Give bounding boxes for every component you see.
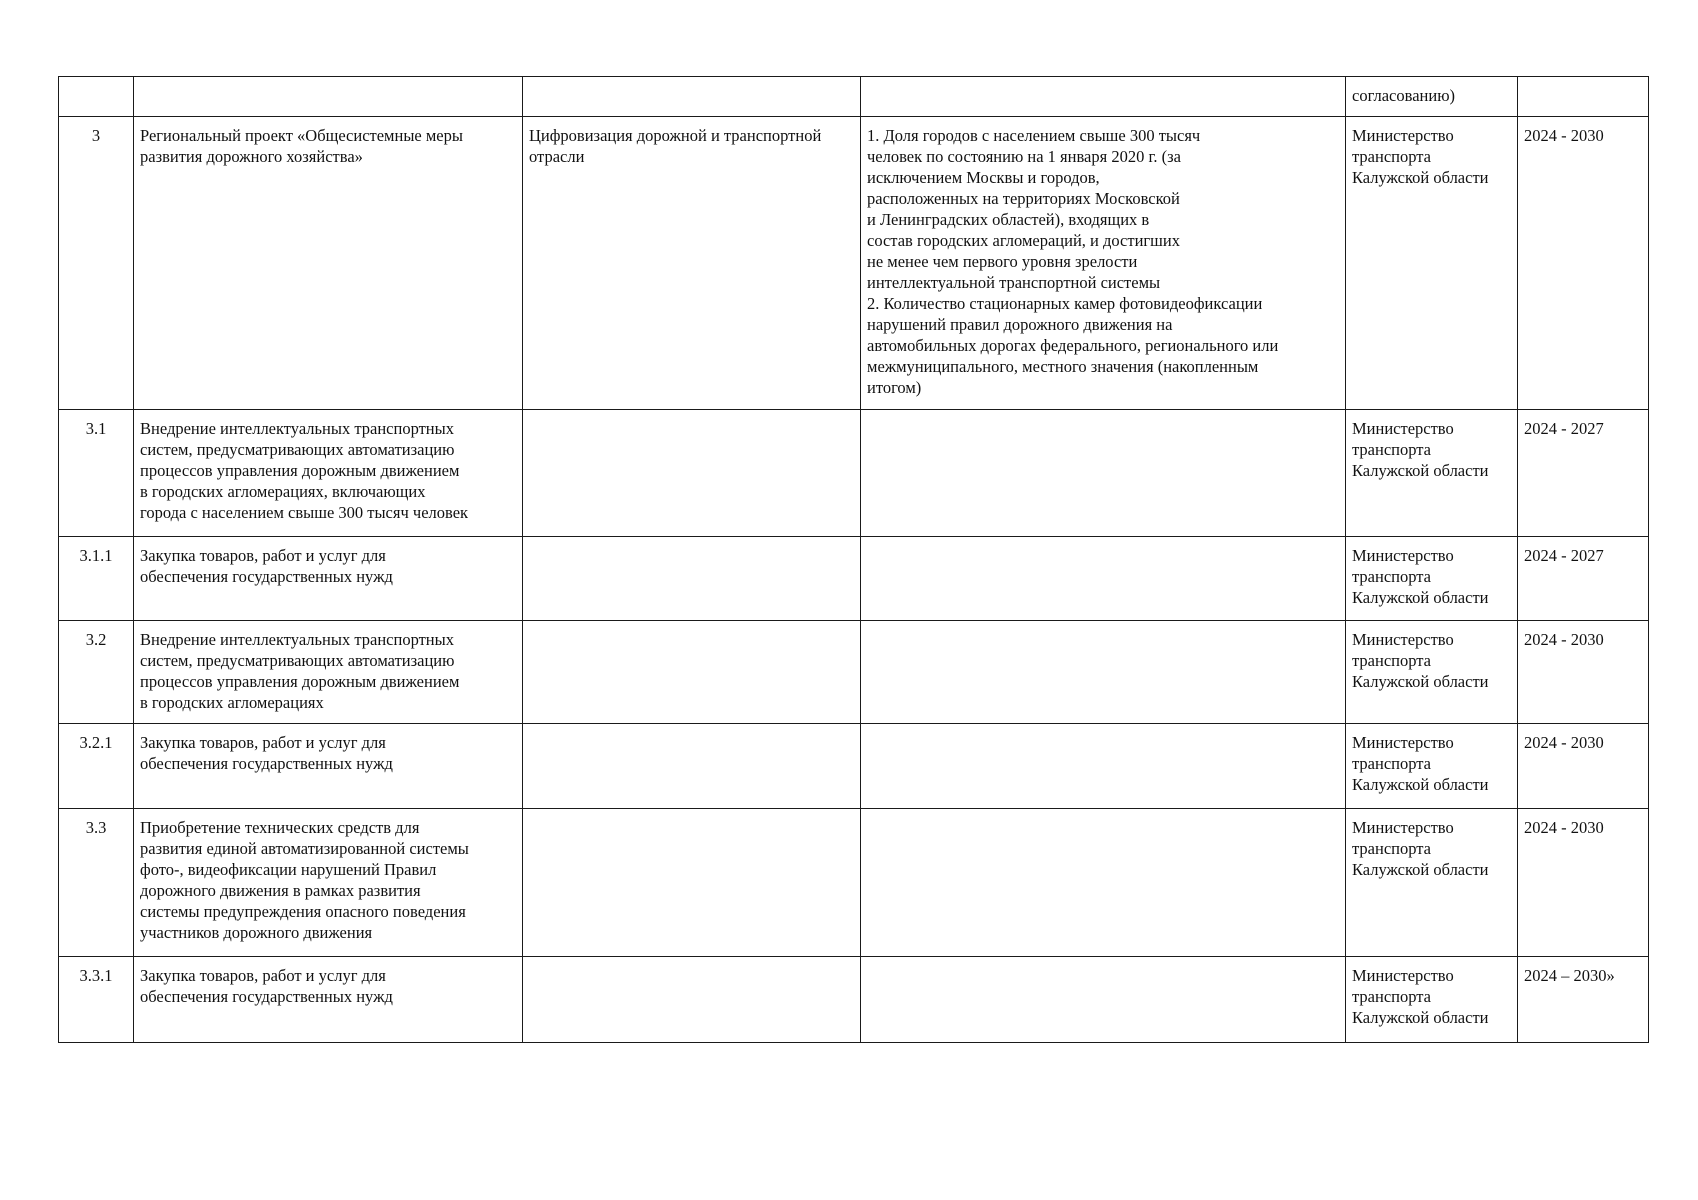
activity-cell: Закупка товаров, работ и услуг для обеспечения государственных нужд bbox=[134, 537, 523, 621]
task-cell bbox=[523, 957, 861, 1043]
period-cell: 2024 - 2027 bbox=[1518, 410, 1649, 537]
table-row bbox=[59, 537, 1649, 621]
activity-cell: Внедрение интеллектуальных транспортных систем, предусматривающих автоматизацию процессов управления дорожным движением в городских агломерациях, включающих города с населением свыше 300 тысяч человек bbox=[134, 410, 523, 537]
task-cell bbox=[523, 724, 861, 809]
task-cell bbox=[523, 621, 861, 724]
activity-cell: Региональный проект «Общесистемные меры развития дорожного хозяйства» bbox=[134, 117, 523, 410]
task-cell: Цифровизация дорожной и транспортной отрасли bbox=[523, 117, 861, 410]
period-cell: 2024 - 2030 bbox=[1518, 809, 1649, 957]
period-cell: 2024 - 2030 bbox=[1518, 117, 1649, 410]
period-cell: 2024 - 2030 bbox=[1518, 621, 1649, 724]
period-cell: 2024 – 2030» bbox=[1518, 957, 1649, 1043]
period-cell: 2024 - 2030 bbox=[1518, 724, 1649, 809]
row-number: 3 bbox=[59, 117, 134, 410]
task-cell bbox=[523, 77, 861, 117]
row-number: 3.1.1 bbox=[59, 537, 134, 621]
task-cell bbox=[523, 809, 861, 957]
table-row bbox=[59, 724, 1649, 809]
row-number: 3.1 bbox=[59, 410, 134, 537]
period-cell bbox=[1518, 77, 1649, 117]
indicator-cell bbox=[861, 410, 1346, 537]
activity-cell bbox=[134, 77, 523, 117]
activity-cell: Закупка товаров, работ и услуг для обеспечения государственных нужд bbox=[134, 724, 523, 809]
table-row bbox=[59, 117, 1649, 410]
table-row bbox=[59, 621, 1649, 724]
activity-cell: Закупка товаров, работ и услуг для обеспечения государственных нужд bbox=[134, 957, 523, 1043]
document-page bbox=[58, 76, 1648, 1043]
row-number bbox=[59, 77, 134, 117]
period-cell: 2024 - 2027 bbox=[1518, 537, 1649, 621]
indicator-cell bbox=[861, 77, 1346, 117]
activity-cell: Внедрение интеллектуальных транспортных систем, предусматривающих автоматизацию процессов управления дорожным движением в городских агломерациях bbox=[134, 621, 523, 724]
executor-cell: Министерство транспорта Калужской области bbox=[1346, 537, 1518, 621]
row-number: 3.2 bbox=[59, 621, 134, 724]
indicator-cell bbox=[861, 809, 1346, 957]
indicator-cell bbox=[861, 621, 1346, 724]
executor-cell: Министерство транспорта Калужской области bbox=[1346, 621, 1518, 724]
executor-cell: Министерство транспорта Калужской области bbox=[1346, 957, 1518, 1043]
indicator-cell bbox=[861, 957, 1346, 1043]
task-cell bbox=[523, 537, 861, 621]
activity-cell: Приобретение технических средств для развития единой автоматизированной системы фото-, видеофиксации нарушений Правил дорожного движения в рамках развития системы предупреждения опасного поведения участников дорожного движения bbox=[134, 809, 523, 957]
executor-cell: Министерство транспорта Калужской области bbox=[1346, 809, 1518, 957]
table-row bbox=[59, 957, 1649, 1043]
table-row bbox=[59, 809, 1649, 957]
executor-cell: Министерство транспорта Калужской области bbox=[1346, 724, 1518, 809]
indicator-cell: 1. Доля городов с населением свыше 300 тысяч человек по состоянию на 1 января 2020 г. (за исключением Москвы и городов, расположенных на территориях Московской и Ленинградских областей), входящих в состав городских агломераций, и достигших не менее чем первого уровня зрелости интеллектуальной транспортной системы 2. Количество стационарных камер фотовидеофиксации нарушений правил дорожного движения на автомобильных дорогах федерального, регионального или межмуниципального, местного значения (накопленным итогом) bbox=[861, 117, 1346, 410]
executor-cell: Министерство транспорта Калужской области bbox=[1346, 410, 1518, 537]
row-number: 3.3 bbox=[59, 809, 134, 957]
task-cell bbox=[523, 410, 861, 537]
executor-cell: согласованию) bbox=[1346, 77, 1518, 117]
indicator-cell bbox=[861, 537, 1346, 621]
row-number: 3.3.1 bbox=[59, 957, 134, 1043]
indicator-cell bbox=[861, 724, 1346, 809]
executor-cell: Министерство транспорта Калужской области bbox=[1346, 117, 1518, 410]
table-row bbox=[59, 410, 1649, 537]
row-number: 3.2.1 bbox=[59, 724, 134, 809]
table-row bbox=[59, 77, 1649, 117]
program-table bbox=[58, 76, 1649, 1043]
